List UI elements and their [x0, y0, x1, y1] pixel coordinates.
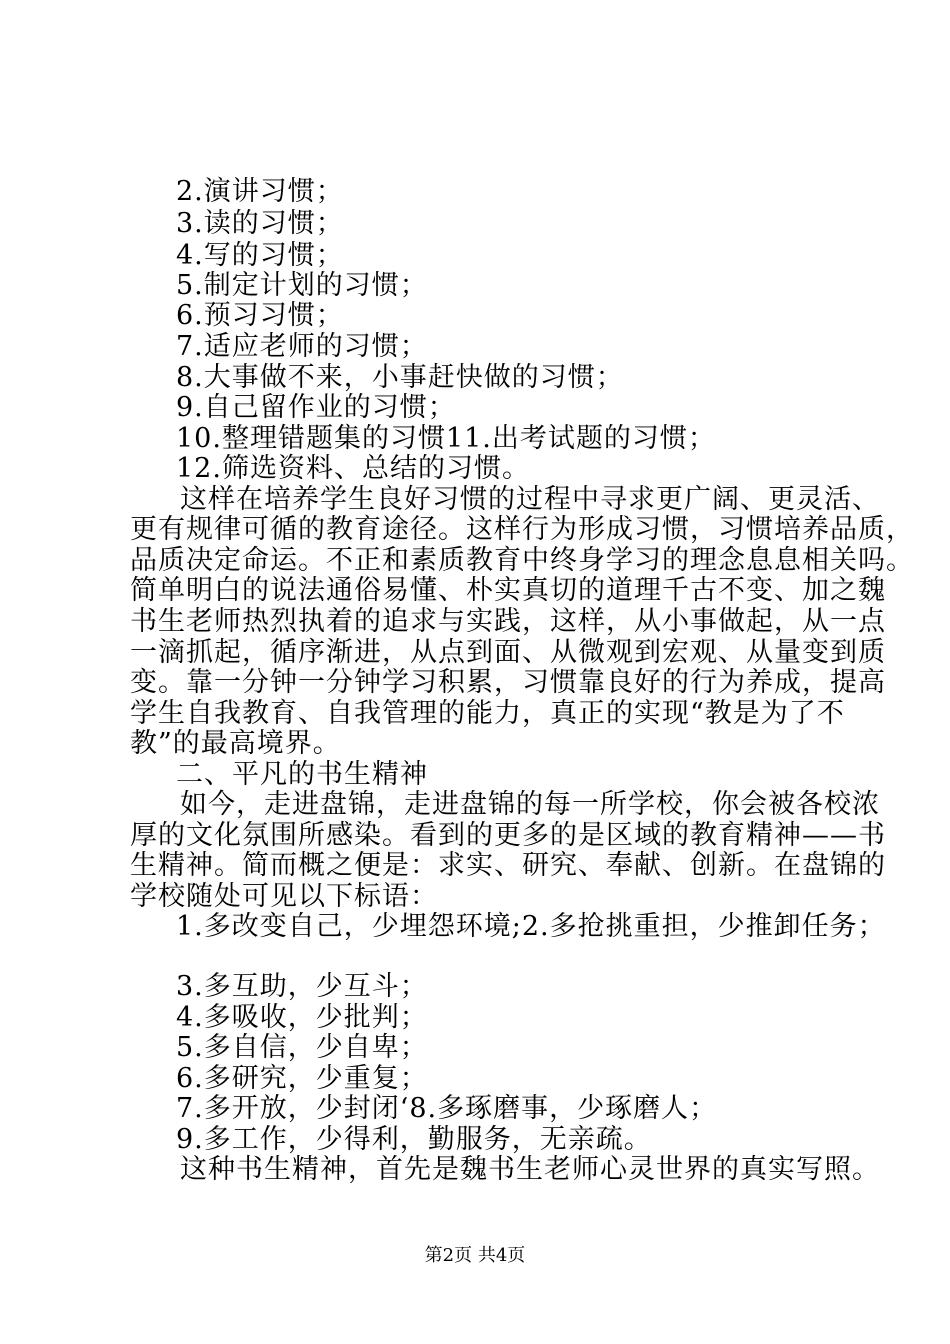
paragraph-line: 变。靠一分钟一分钟学习积累，习惯靠良好的行为养成，提高 [130, 667, 886, 698]
paragraph-line: 这样在培养学生良好习惯的过程中寻求更广阔、更灵活、 [180, 484, 880, 515]
paragraph-line: 厚的文化氛围所感染。看到的更多的是区域的教育精神——书 [130, 820, 886, 851]
paragraph-line: 简单明白的说法通俗易懂、朴实真切的道理千古不变、加之魏 [130, 575, 886, 606]
list-item: 7.适应老师的习惯； [176, 331, 428, 362]
list-item: 5.制定计划的习惯； [176, 270, 428, 301]
paragraph-line: 书生老师热烈执着的追求与实践，这样，从小事做起，从一点 [130, 606, 886, 637]
paragraph-line: 如今，走进盘锦，走进盘锦的每一所学校，你会被各校浓 [180, 789, 880, 820]
list-item: 8.大事做不来，小事赶快做的习惯； [176, 362, 624, 393]
list-item: 7.多开放，少封闭‘8.多琢磨事，少琢磨人； [176, 1093, 718, 1124]
section-heading: 二、平凡的书生精神 [176, 759, 428, 790]
page-number-footer: 第2页 共4页 [424, 1245, 526, 1266]
paragraph-line: 这种书生精神，首先是魏书生老师心灵世界的真实写照。 [180, 1154, 880, 1185]
list-item: 10.整理错题集的习惯11.出考试题的习惯； [176, 423, 716, 454]
list-item: 6.预习习惯； [176, 300, 344, 331]
paragraph-line: 学生自我教育、自我管理的能力，真正的实现“教是为了不 [130, 698, 845, 729]
list-item: 3.多互助，少互斗； [176, 971, 428, 1002]
list-item: 3.读的习惯； [176, 208, 344, 239]
list-item: 1.多改变自己，少埋怨环境;2.多抢挑重担，少推卸任务； [176, 911, 886, 942]
list-item: 9.多工作，少得利，勤服务，无亲疏。 [176, 1124, 652, 1155]
paragraph-line: 更有规律可循的教育途径。这样行为形成习惯，习惯培养品质， [130, 514, 914, 545]
list-item: 12.筛选资料、总结的习惯。 [176, 453, 530, 484]
paragraph-line: 品质决定命运。不正和素质教育中终身学习的理念息息相关吗。 [130, 545, 914, 576]
list-item: 2.演讲习惯； [176, 176, 344, 207]
list-item: 4.多吸收，少批判； [176, 1002, 428, 1033]
paragraph-line: 生精神。简而概之便是：求实、研究、奉献、创新。在盘锦的 [130, 850, 886, 881]
list-item: 6.多研究，少重复； [176, 1063, 428, 1094]
paragraph-line: 一滴抓起，循序渐进，从点到面、从微观到宏观、从量变到质 [130, 637, 886, 668]
paragraph-line: 学校随处可见以下标语： [130, 881, 438, 912]
paragraph-line: 教”的最高境界。 [130, 728, 341, 759]
list-item: 4.写的习惯； [176, 240, 344, 271]
list-item: 9.自己留作业的习惯； [176, 392, 456, 423]
list-item: 5.多自信，少自卑； [176, 1032, 428, 1063]
